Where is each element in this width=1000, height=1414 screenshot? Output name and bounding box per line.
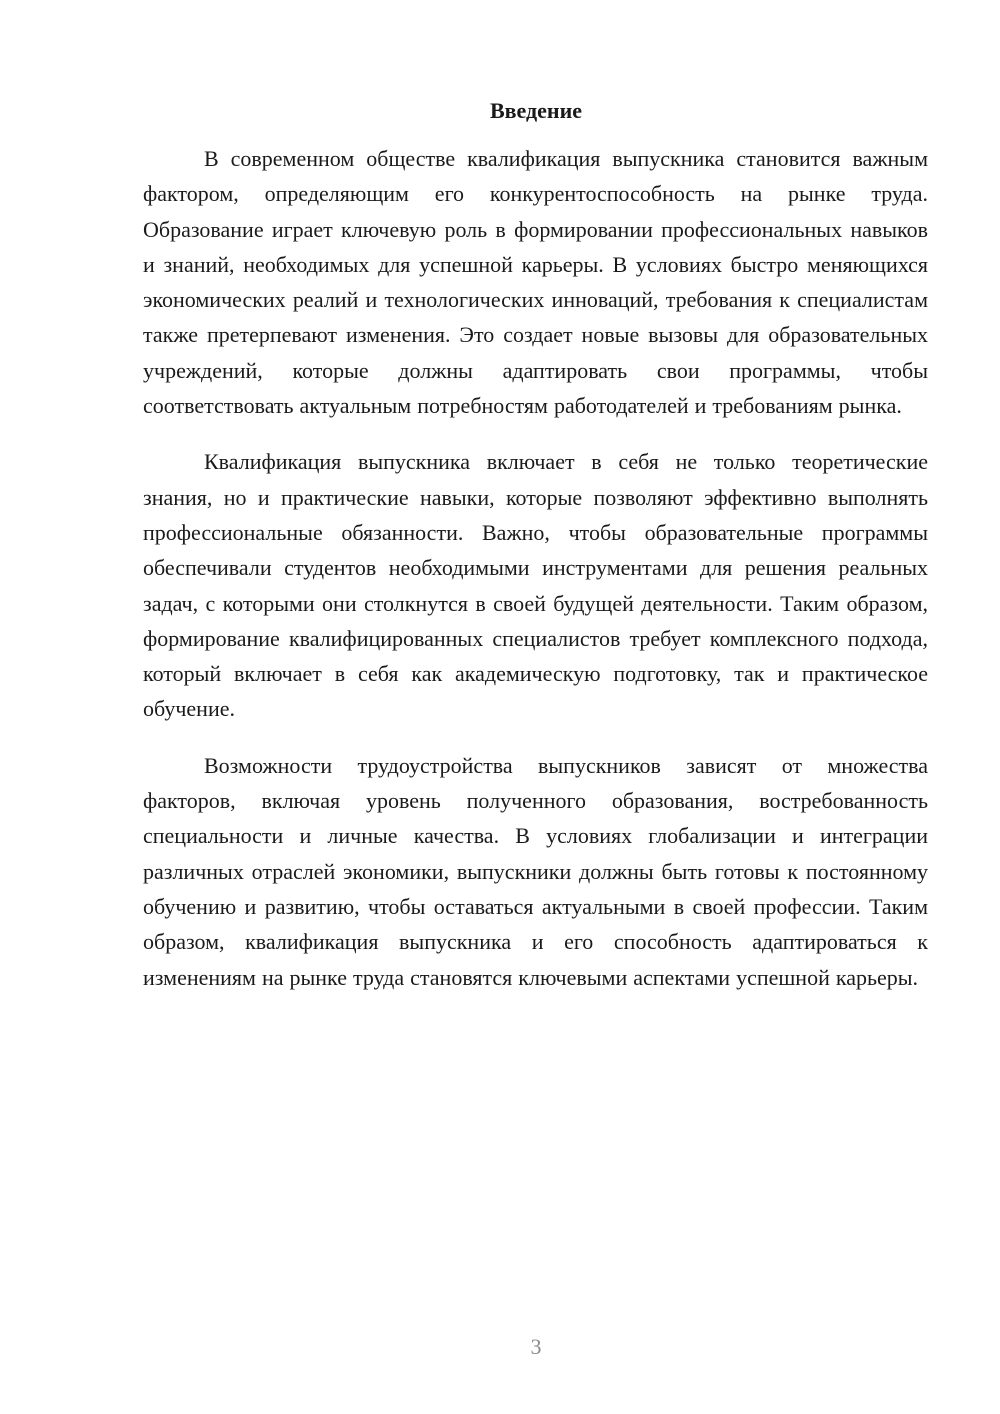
body-text xyxy=(143,141,928,995)
page-number: 3 xyxy=(530,1334,542,1359)
section-heading: Введение xyxy=(489,98,583,123)
paragraph-3: Возможности трудоустройства выпускников зависят от множества факторов, включая уровень полученного образования, востребованность специальности и личные качества. В условиях глобализации и интеграции различных отраслей экономики, выпускники должны быть готовы к постоянному обучению и развитию, чтобы оставаться актуальными в своей профессии. Таким образом, квалификация выпускника и его способность адаптироваться к изменениям на рынке труда становятся ключевыми аспектами успешной карьеры. xyxy=(143,752,928,990)
paragraph-1: В современном обществе квалификация выпускника становится важным фактором, определяющим его конкурентоспособность на рынке труда. Образование играет ключевую роль в формировании профессиональных навыков и знаний, необходимых для успешной карьеры. В условиях быстро меняющихся экономических реалий и технологических инноваций, требования к специалистам также претерпевают изменения. Это создает новые вызовы для образовательных учреждений, которые должны адаптировать свои программы, чтобы соответствовать актуальным потребностям работодателей и требованиям рынка. xyxy=(143,146,928,419)
paragraph-2: Квалификация выпускника включает в себя не только теоретические знания, но и практические навыки, которые позволяют эффективно выполнять профессиональные обязанности. Важно, чтобы образовательные программы обеспечивали студентов необходимыми инструментами для решения реальных задач, с которыми они столкнутся в своей будущей деятельности. Таким образом, формирование квалифицированных специалистов требует комплексного подхода, который включает в себя как академическую подготовку, так и практическое обучение. xyxy=(143,449,928,722)
